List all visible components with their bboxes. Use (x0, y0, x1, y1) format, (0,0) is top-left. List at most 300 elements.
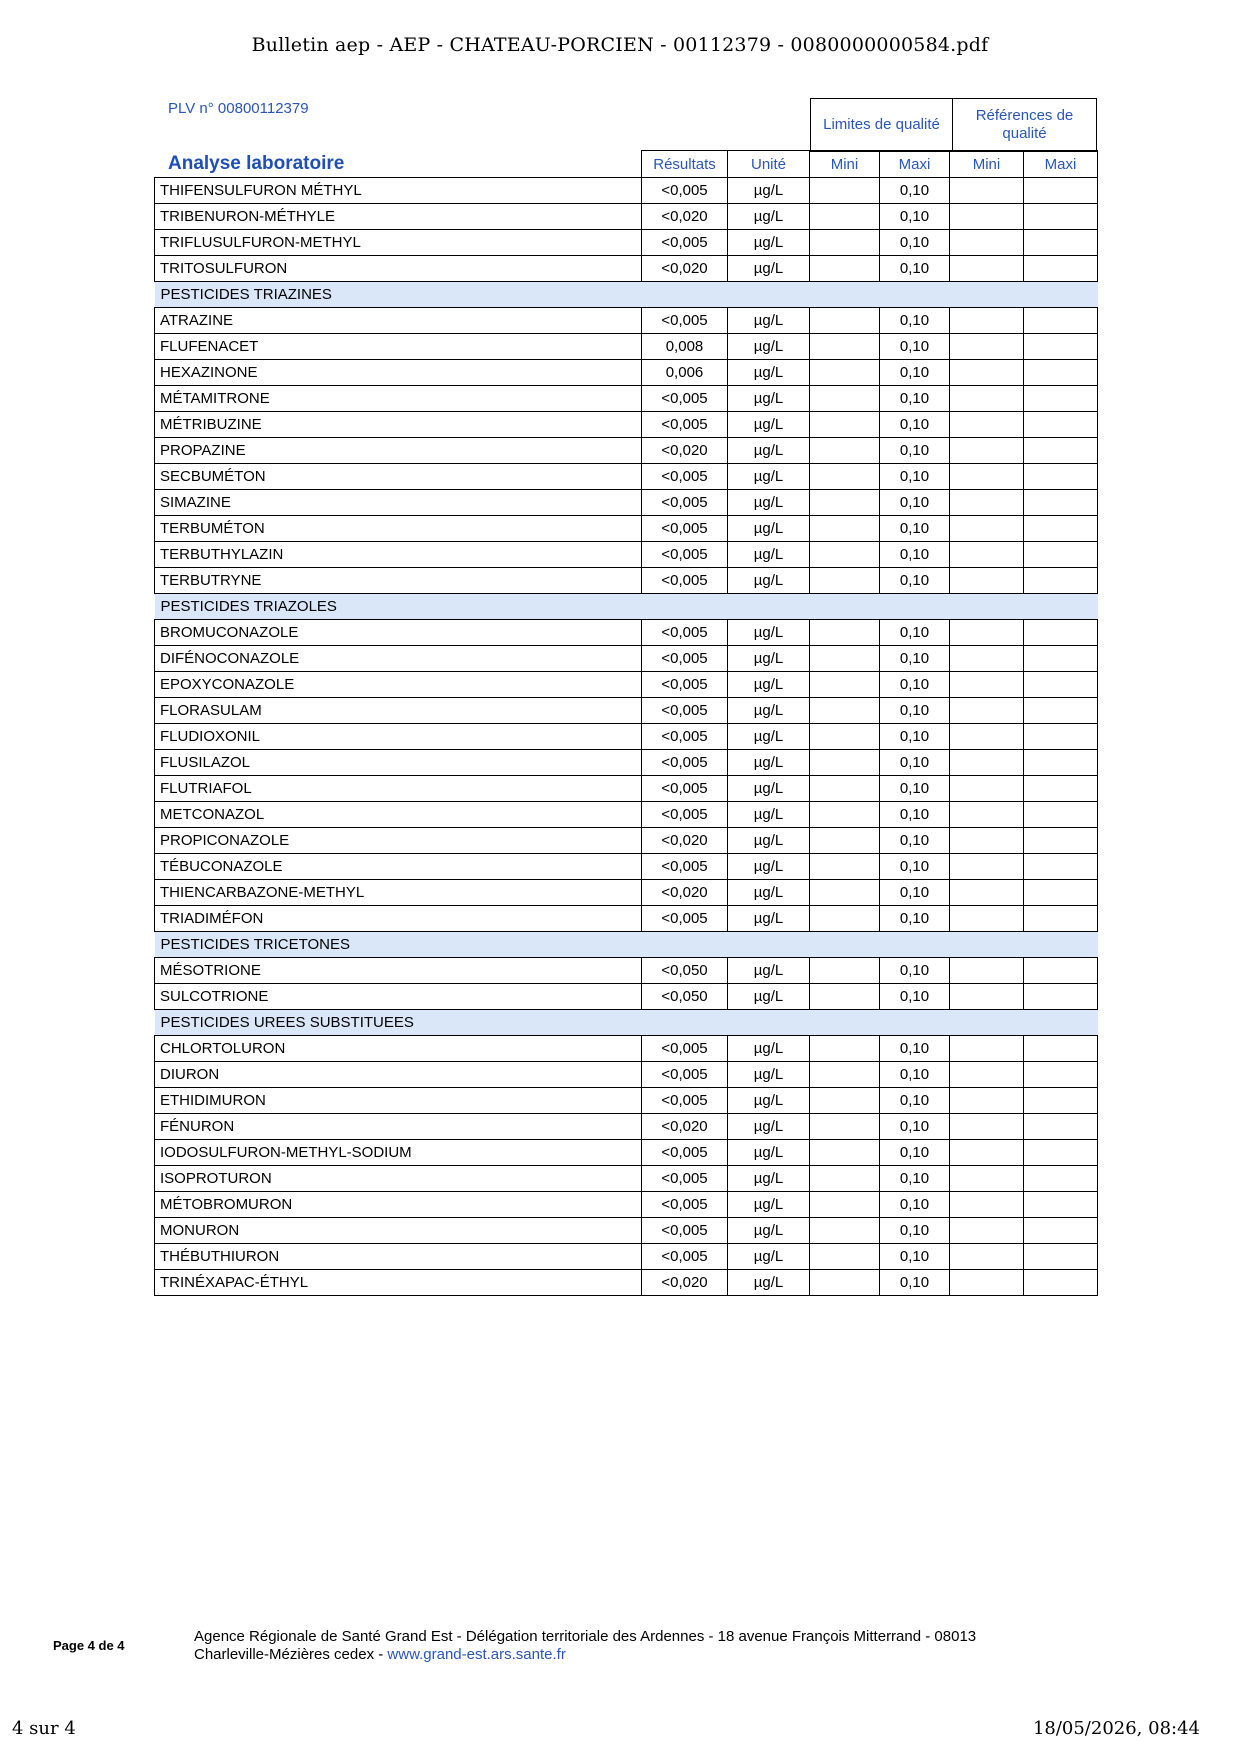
limit-maxi: 0,10 (880, 698, 950, 724)
parameter-name: PROPICONAZOLE (155, 828, 642, 854)
result-value: <0,005 (642, 1140, 728, 1166)
unit-value: µg/L (728, 1244, 810, 1270)
limit-maxi: 0,10 (880, 646, 950, 672)
table-row (155, 672, 1098, 698)
parameter-name: SULCOTRIONE (155, 984, 642, 1010)
reference-mini (950, 880, 1024, 906)
reference-maxi (1024, 906, 1098, 932)
table-row (155, 542, 1098, 568)
reference-maxi (1024, 1088, 1098, 1114)
limit-maxi: 0,10 (880, 334, 950, 360)
parameter-name: FLUFENACET (155, 334, 642, 360)
limit-maxi: 0,10 (880, 750, 950, 776)
unit-value: µg/L (728, 1036, 810, 1062)
result-value: <0,020 (642, 204, 728, 230)
limit-maxi: 0,10 (880, 386, 950, 412)
table-row (155, 750, 1098, 776)
limit-maxi: 0,10 (880, 880, 950, 906)
unit-value: µg/L (728, 542, 810, 568)
reference-mini (950, 516, 1024, 542)
reference-mini (950, 464, 1024, 490)
section-row (155, 282, 1098, 308)
limit-maxi: 0,10 (880, 1062, 950, 1088)
limit-maxi: 0,10 (880, 620, 950, 646)
parameter-name: TRIADIMÉFON (155, 906, 642, 932)
reference-maxi (1024, 1036, 1098, 1062)
result-value: <0,005 (642, 1244, 728, 1270)
result-value: <0,005 (642, 1166, 728, 1192)
footer-website-link[interactable]: www.grand-est.ars.sante.fr (387, 1646, 566, 1663)
unit-value: µg/L (728, 646, 810, 672)
limites-label: Limites de qualité (823, 116, 940, 133)
limit-mini (810, 542, 880, 568)
reference-maxi (1024, 672, 1098, 698)
reference-mini (950, 334, 1024, 360)
reference-maxi (1024, 984, 1098, 1010)
result-value: <0,020 (642, 880, 728, 906)
parameter-name: SECBUMÉTON (155, 464, 642, 490)
reference-maxi (1024, 802, 1098, 828)
result-value: <0,005 (642, 802, 728, 828)
parameter-name: TRIFLUSULFURON-METHYL (155, 230, 642, 256)
unit-value: µg/L (728, 516, 810, 542)
result-value: <0,005 (642, 646, 728, 672)
table-row (155, 880, 1098, 906)
limit-maxi: 0,10 (880, 1270, 950, 1296)
unit-value: µg/L (728, 750, 810, 776)
limit-maxi: 0,10 (880, 256, 950, 282)
limit-maxi: 0,10 (880, 308, 950, 334)
table-row (155, 906, 1098, 932)
parameter-name: THIFENSULFURON MÉTHYL (155, 178, 642, 204)
reference-maxi (1024, 620, 1098, 646)
footer-address-line1: Agence Régionale de Santé Grand Est - Délégation territoriale des Ardennes - 18 avenue François Mitterrand - 08013 (194, 1628, 977, 1645)
reference-maxi (1024, 360, 1098, 386)
limit-mini (810, 464, 880, 490)
unit-value: µg/L (728, 308, 810, 334)
limit-maxi: 0,10 (880, 490, 950, 516)
result-value: 0,006 (642, 360, 728, 386)
reference-maxi (1024, 438, 1098, 464)
unit-value: µg/L (728, 204, 810, 230)
reference-maxi (1024, 490, 1098, 516)
limit-mini (810, 958, 880, 984)
parameter-name: SIMAZINE (155, 490, 642, 516)
table-row (155, 1270, 1098, 1296)
section-title: PESTICIDES TRICETONES (155, 932, 1098, 958)
limit-mini (810, 178, 880, 204)
result-value: <0,005 (642, 542, 728, 568)
results-table (154, 150, 1098, 1296)
limit-maxi: 0,10 (880, 204, 950, 230)
analyse-title: Analyse laboratoire (168, 153, 345, 174)
table-row (155, 568, 1098, 594)
plv-number: PLV n° 00800112379 (168, 100, 309, 117)
reference-maxi (1024, 516, 1098, 542)
limit-maxi: 0,10 (880, 1088, 950, 1114)
unit-value: µg/L (728, 1088, 810, 1114)
unit-value: µg/L (728, 698, 810, 724)
reference-maxi (1024, 230, 1098, 256)
reference-maxi (1024, 698, 1098, 724)
reference-maxi (1024, 308, 1098, 334)
reference-mini (950, 308, 1024, 334)
pdf-title: Bulletin aep - AEP - CHATEAU-PORCIEN - 00112379 - 0080000000584.pdf (251, 34, 989, 56)
reference-mini (950, 672, 1024, 698)
result-value: <0,005 (642, 490, 728, 516)
limit-maxi: 0,10 (880, 568, 950, 594)
unit-value: µg/L (728, 1270, 810, 1296)
parameter-name: ISOPROTURON (155, 1166, 642, 1192)
reference-mini (950, 828, 1024, 854)
limit-mini (810, 1062, 880, 1088)
limit-mini (810, 698, 880, 724)
limit-maxi: 0,10 (880, 1244, 950, 1270)
section-title: PESTICIDES TRIAZINES (155, 282, 1098, 308)
result-value: <0,005 (642, 906, 728, 932)
limit-mini (810, 984, 880, 1010)
table-row (155, 1192, 1098, 1218)
reference-mini (950, 568, 1024, 594)
column-header-ref-maxi: Maxi (1024, 151, 1098, 178)
parameter-name: TÉBUCONAZOLE (155, 854, 642, 880)
limit-maxi: 0,10 (880, 1166, 950, 1192)
limit-maxi: 0,10 (880, 1140, 950, 1166)
parameter-name: TERBUTHYLAZIN (155, 542, 642, 568)
limit-maxi: 0,10 (880, 828, 950, 854)
unit-value: µg/L (728, 984, 810, 1010)
table-row (155, 386, 1098, 412)
reference-mini (950, 490, 1024, 516)
reference-mini (950, 776, 1024, 802)
result-value: <0,020 (642, 438, 728, 464)
reference-maxi (1024, 1062, 1098, 1088)
limit-mini (810, 906, 880, 932)
unit-value: µg/L (728, 386, 810, 412)
table-row (155, 828, 1098, 854)
limit-mini (810, 204, 880, 230)
column-header-resultats: Résultats (642, 151, 728, 178)
reference-mini (950, 1062, 1024, 1088)
reference-maxi (1024, 854, 1098, 880)
unit-value: µg/L (728, 724, 810, 750)
parameter-name: MÉTAMITRONE (155, 386, 642, 412)
table-row (155, 1244, 1098, 1270)
reference-mini (950, 1244, 1024, 1270)
reference-mini (950, 412, 1024, 438)
parameter-name: FLORASULAM (155, 698, 642, 724)
parameter-name: MONURON (155, 1218, 642, 1244)
table-row (155, 308, 1098, 334)
limit-mini (810, 438, 880, 464)
reference-maxi (1024, 724, 1098, 750)
limit-maxi: 0,10 (880, 984, 950, 1010)
table-row (155, 438, 1098, 464)
section-row (155, 594, 1098, 620)
reference-mini (950, 230, 1024, 256)
limit-mini (810, 256, 880, 282)
result-value: <0,005 (642, 698, 728, 724)
table-row (155, 1114, 1098, 1140)
section-row (155, 932, 1098, 958)
limit-maxi: 0,10 (880, 1218, 950, 1244)
limit-mini (810, 1166, 880, 1192)
parameter-name: THIENCARBAZONE-METHYL (155, 880, 642, 906)
table-row (155, 854, 1098, 880)
parameter-name: TERBUMÉTON (155, 516, 642, 542)
table-row (155, 724, 1098, 750)
result-value: <0,005 (642, 568, 728, 594)
result-value: <0,005 (642, 776, 728, 802)
column-header-maxi: Maxi (880, 151, 950, 178)
limit-mini (810, 308, 880, 334)
reference-mini (950, 256, 1024, 282)
unit-value: µg/L (728, 464, 810, 490)
table-row (155, 1218, 1098, 1244)
parameter-name: MÉTOBROMURON (155, 1192, 642, 1218)
parameter-name: CHLORTOLURON (155, 1036, 642, 1062)
unit-value: µg/L (728, 490, 810, 516)
result-value: <0,005 (642, 516, 728, 542)
parameter-name: ETHIDIMURON (155, 1088, 642, 1114)
reference-mini (950, 204, 1024, 230)
unit-value: µg/L (728, 1192, 810, 1218)
print-datetime: 18/05/2026, 08:44 (1032, 1718, 1200, 1739)
result-value: <0,005 (642, 230, 728, 256)
limit-maxi: 0,10 (880, 516, 950, 542)
reference-mini (950, 1114, 1024, 1140)
limit-maxi: 0,10 (880, 464, 950, 490)
unit-value: µg/L (728, 568, 810, 594)
reference-mini (950, 906, 1024, 932)
reference-mini (950, 360, 1024, 386)
limit-mini (810, 1270, 880, 1296)
parameter-name: FLUDIOXONIL (155, 724, 642, 750)
limit-maxi: 0,10 (880, 178, 950, 204)
result-value: <0,020 (642, 1270, 728, 1296)
limit-mini (810, 230, 880, 256)
result-value: <0,005 (642, 386, 728, 412)
limites-header (810, 98, 953, 152)
column-header-unite: Unité (728, 151, 810, 178)
limit-mini (810, 646, 880, 672)
reference-mini (950, 1140, 1024, 1166)
unit-value: µg/L (728, 1166, 810, 1192)
reference-maxi (1024, 542, 1098, 568)
table-row (155, 802, 1098, 828)
result-value: <0,050 (642, 984, 728, 1010)
result-value: <0,020 (642, 1114, 728, 1140)
reference-maxi (1024, 412, 1098, 438)
result-value: <0,050 (642, 958, 728, 984)
unit-value: µg/L (728, 802, 810, 828)
limit-mini (810, 620, 880, 646)
result-value: <0,005 (642, 178, 728, 204)
print-page-count: 4 sur 4 (12, 1718, 76, 1739)
reference-maxi (1024, 334, 1098, 360)
table-row (155, 464, 1098, 490)
limit-mini (810, 490, 880, 516)
table-row (155, 204, 1098, 230)
parameter-name: FLUTRIAFOL (155, 776, 642, 802)
references-label: Références de qualité (975, 107, 1074, 142)
reference-maxi (1024, 776, 1098, 802)
unit-value: µg/L (728, 1114, 810, 1140)
limit-maxi: 0,10 (880, 1114, 950, 1140)
result-value: <0,005 (642, 1192, 728, 1218)
reference-mini (950, 620, 1024, 646)
reference-mini (950, 958, 1024, 984)
footer-address-line2 (194, 1646, 976, 1664)
limit-maxi: 0,10 (880, 412, 950, 438)
reference-maxi (1024, 386, 1098, 412)
table-row (155, 490, 1098, 516)
table-row (155, 1088, 1098, 1114)
result-value: <0,005 (642, 1036, 728, 1062)
parameter-name: METCONAZOL (155, 802, 642, 828)
section-title: PESTICIDES UREES SUBSTITUEES (155, 1010, 1098, 1036)
limit-maxi: 0,10 (880, 360, 950, 386)
reference-maxi (1024, 1114, 1098, 1140)
limit-maxi: 0,10 (880, 802, 950, 828)
footer-page-number: Page 4 de 4 (53, 1638, 125, 1653)
reference-maxi (1024, 178, 1098, 204)
reference-mini (950, 1192, 1024, 1218)
parameter-name: BROMUCONAZOLE (155, 620, 642, 646)
result-value: <0,005 (642, 750, 728, 776)
reference-maxi (1024, 464, 1098, 490)
reference-mini (950, 1166, 1024, 1192)
limit-mini (810, 412, 880, 438)
unit-value: µg/L (728, 672, 810, 698)
parameter-name: HEXAZINONE (155, 360, 642, 386)
reference-mini (950, 750, 1024, 776)
result-value: <0,005 (642, 308, 728, 334)
parameter-name: ATRAZINE (155, 308, 642, 334)
result-value: <0,005 (642, 1088, 728, 1114)
unit-value: µg/L (728, 880, 810, 906)
footer-separator: - (374, 1646, 388, 1663)
result-value: <0,020 (642, 256, 728, 282)
table-row (155, 360, 1098, 386)
reference-mini (950, 438, 1024, 464)
reference-maxi (1024, 1244, 1098, 1270)
reference-maxi (1024, 958, 1098, 984)
unit-value: µg/L (728, 1062, 810, 1088)
result-value: <0,005 (642, 672, 728, 698)
reference-maxi (1024, 880, 1098, 906)
parameter-name: TRIBENURON-MÉTHYLE (155, 204, 642, 230)
reference-maxi (1024, 256, 1098, 282)
table-row (155, 1140, 1098, 1166)
unit-value: µg/L (728, 1140, 810, 1166)
limit-mini (810, 672, 880, 698)
limit-mini (810, 360, 880, 386)
reference-maxi (1024, 568, 1098, 594)
reference-mini (950, 854, 1024, 880)
limit-maxi: 0,10 (880, 672, 950, 698)
limit-mini (810, 802, 880, 828)
limit-mini (810, 1088, 880, 1114)
reference-mini (950, 984, 1024, 1010)
table-row (155, 230, 1098, 256)
reference-mini (950, 1270, 1024, 1296)
limit-mini (810, 516, 880, 542)
table-row (155, 698, 1098, 724)
table-row (155, 776, 1098, 802)
limit-mini (810, 776, 880, 802)
limit-maxi: 0,10 (880, 230, 950, 256)
unit-value: µg/L (728, 230, 810, 256)
reference-maxi (1024, 1270, 1098, 1296)
table-row (155, 412, 1098, 438)
result-value: 0,008 (642, 334, 728, 360)
parameter-name: MÉSOTRIONE (155, 958, 642, 984)
unit-value: µg/L (728, 334, 810, 360)
parameter-name: TERBUTRYNE (155, 568, 642, 594)
limit-mini (810, 334, 880, 360)
reference-maxi (1024, 1218, 1098, 1244)
result-value: <0,005 (642, 620, 728, 646)
reference-mini (950, 178, 1024, 204)
footer-address (194, 1628, 976, 1664)
result-value: <0,005 (642, 1218, 728, 1244)
unit-value: µg/L (728, 438, 810, 464)
limit-maxi: 0,10 (880, 1036, 950, 1062)
parameter-name: TRINÉXAPAC-ÉTHYL (155, 1270, 642, 1296)
limit-mini (810, 1244, 880, 1270)
table-row (155, 334, 1098, 360)
column-header-row (155, 151, 1098, 178)
limit-mini (810, 750, 880, 776)
unit-value: µg/L (728, 828, 810, 854)
result-value: <0,005 (642, 1062, 728, 1088)
parameter-name: TRITOSULFURON (155, 256, 642, 282)
parameter-name: FÉNURON (155, 1114, 642, 1140)
reference-mini (950, 646, 1024, 672)
unit-value: µg/L (728, 906, 810, 932)
limit-mini (810, 724, 880, 750)
unit-value: µg/L (728, 178, 810, 204)
table-row (155, 958, 1098, 984)
reference-mini (950, 802, 1024, 828)
unit-value: µg/L (728, 1218, 810, 1244)
column-header-ref-mini: Mini (950, 151, 1024, 178)
limit-maxi: 0,10 (880, 906, 950, 932)
footer-city: Charleville-Mézières cedex (194, 1646, 375, 1663)
parameter-name: IODOSULFURON-METHYL-SODIUM (155, 1140, 642, 1166)
limit-maxi: 0,10 (880, 854, 950, 880)
table-row (155, 256, 1098, 282)
reference-mini (950, 698, 1024, 724)
table-row (155, 646, 1098, 672)
unit-value: µg/L (728, 854, 810, 880)
result-value: <0,005 (642, 464, 728, 490)
limit-maxi: 0,10 (880, 1192, 950, 1218)
limit-mini (810, 1036, 880, 1062)
table-row (155, 516, 1098, 542)
result-value: <0,005 (642, 412, 728, 438)
unit-value: µg/L (728, 620, 810, 646)
reference-maxi (1024, 750, 1098, 776)
table-row (155, 984, 1098, 1010)
section-title: PESTICIDES TRIAZOLES (155, 594, 1098, 620)
unit-value: µg/L (728, 256, 810, 282)
reference-maxi (1024, 646, 1098, 672)
reference-maxi (1024, 828, 1098, 854)
parameter-name: MÉTRIBUZINE (155, 412, 642, 438)
unit-value: µg/L (728, 776, 810, 802)
